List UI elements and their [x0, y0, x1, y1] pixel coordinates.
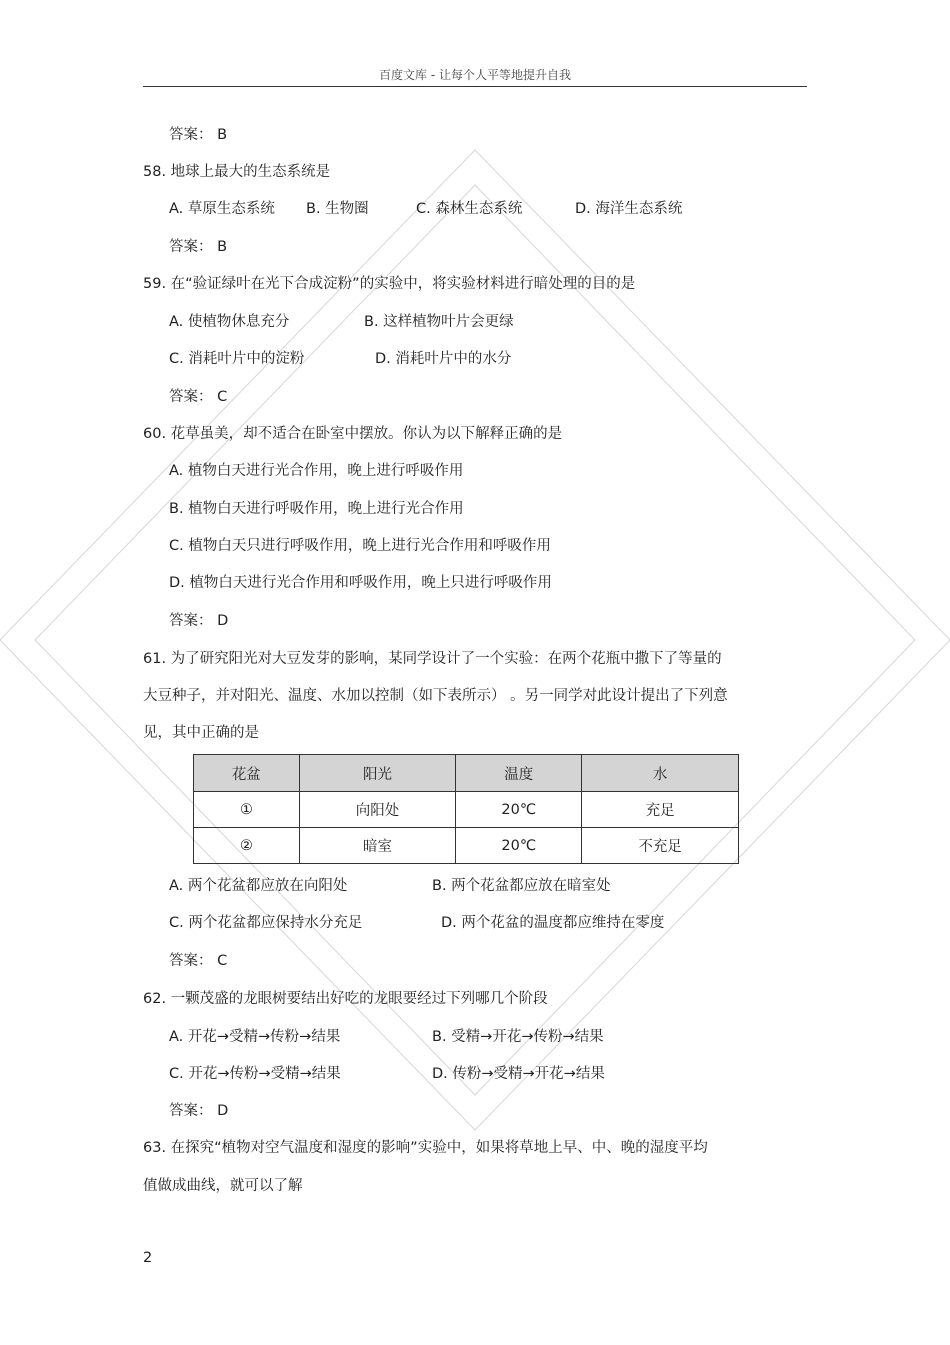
table-row	[194, 828, 739, 864]
option-60-a: A. 植物白天进行光合作用，晚上进行呼吸作用	[169, 463, 464, 479]
table-cell: 暗室	[299, 828, 456, 864]
option-58-c: C. 森林生态系统	[416, 201, 523, 217]
option-60-b: B. 植物白天进行呼吸作用，晚上进行光合作用	[169, 501, 464, 517]
question-63-line-2: 值做成曲线，就可以了解	[143, 1178, 303, 1194]
table-row	[194, 792, 739, 828]
answer-60: 答案： D	[169, 613, 229, 629]
option-62-d: D. 传粉→受精→开花→结果	[432, 1066, 605, 1082]
option-59-b: B. 这样植物叶片会更绿	[364, 314, 514, 330]
answer-57: 答案： B	[169, 127, 228, 143]
question-59: 59. 在“验证绿叶在光下合成淀粉”的实验中，将实验材料进行暗处理的目的是	[143, 276, 636, 292]
option-60-d: D. 植物白天进行光合作用和呼吸作用，晚上只进行呼吸作用	[169, 575, 552, 591]
table-header-cell: 水	[582, 755, 739, 792]
question-61-line-1: 61. 为了研究阳光对大豆发芽的影响，某同学设计了一个实验：在两个花瓶中撒下了等量的	[143, 651, 722, 667]
table-cell: 向阳处	[299, 792, 456, 828]
option-61-a: A. 两个花盆都应放在向阳处	[169, 878, 348, 894]
table-header-cell: 花盆	[194, 755, 300, 792]
option-62-a: A. 开花→受精→传粉→结果	[169, 1029, 341, 1045]
option-59-d: D. 消耗叶片中的水分	[375, 351, 512, 367]
table-cell: 充足	[582, 792, 739, 828]
option-58-d: D. 海洋生态系统	[575, 201, 683, 217]
question-61-line-3: 见，其中正确的是	[143, 725, 259, 741]
answer-61: 答案： C	[169, 953, 228, 969]
answer-62: 答案： D	[169, 1103, 229, 1119]
experiment-table	[193, 754, 739, 864]
option-58-b: B. 生物圈	[306, 201, 369, 217]
question-60: 60. 花草虽美，却不适合在卧室中摆放。你认为以下解释正确的是	[143, 426, 563, 442]
header-title: 百度文库 - 让每个人平等地提升自我	[379, 68, 571, 82]
question-61-line-2: 大豆种子，并对阳光、温度、水加以控制（如下表所示） 。另一同学对此设计提出了下列意	[143, 688, 728, 704]
table-header-cell: 温度	[456, 755, 582, 792]
table-cell: 20℃	[456, 792, 582, 828]
table-header-cell: 阳光	[299, 755, 456, 792]
header-divider	[143, 86, 807, 87]
option-61-d: D. 两个花盆的温度都应维持在零度	[441, 915, 665, 931]
question-62: 62. 一颗茂盛的龙眼树要结出好吃的龙眼要经过下列哪几个阶段	[143, 991, 548, 1007]
table-cell: ②	[194, 828, 300, 864]
table-header-row	[194, 755, 739, 792]
question-58: 58. 地球上最大的生态系统是	[143, 164, 331, 180]
question-63-line-1: 63. 在探究“植物对空气温度和湿度的影响”实验中，如果将草地上早、中、晚的湿度平均	[143, 1140, 708, 1156]
table-cell: 不充足	[582, 828, 739, 864]
option-60-c: C. 植物白天只进行呼吸作用，晚上进行光合作用和呼吸作用	[169, 538, 551, 554]
table-cell: ①	[194, 792, 300, 828]
option-61-c: C. 两个花盆都应保持水分充足	[169, 915, 363, 931]
option-59-c: C. 消耗叶片中的淀粉	[169, 351, 305, 367]
answer-59: 答案： C	[169, 389, 228, 405]
page-number: 2	[143, 1250, 153, 1266]
answer-58: 答案： B	[169, 239, 228, 255]
option-61-b: B. 两个花盆都应放在暗室处	[432, 878, 611, 894]
option-62-c: C. 开花→传粉→受精→结果	[169, 1066, 341, 1082]
option-58-a: A. 草原生态系统	[169, 201, 275, 217]
option-62-b: B. 受精→开花→传粉→结果	[432, 1029, 604, 1045]
table-cell: 20℃	[456, 828, 582, 864]
option-59-a: A. 使植物休息充分	[169, 314, 290, 330]
